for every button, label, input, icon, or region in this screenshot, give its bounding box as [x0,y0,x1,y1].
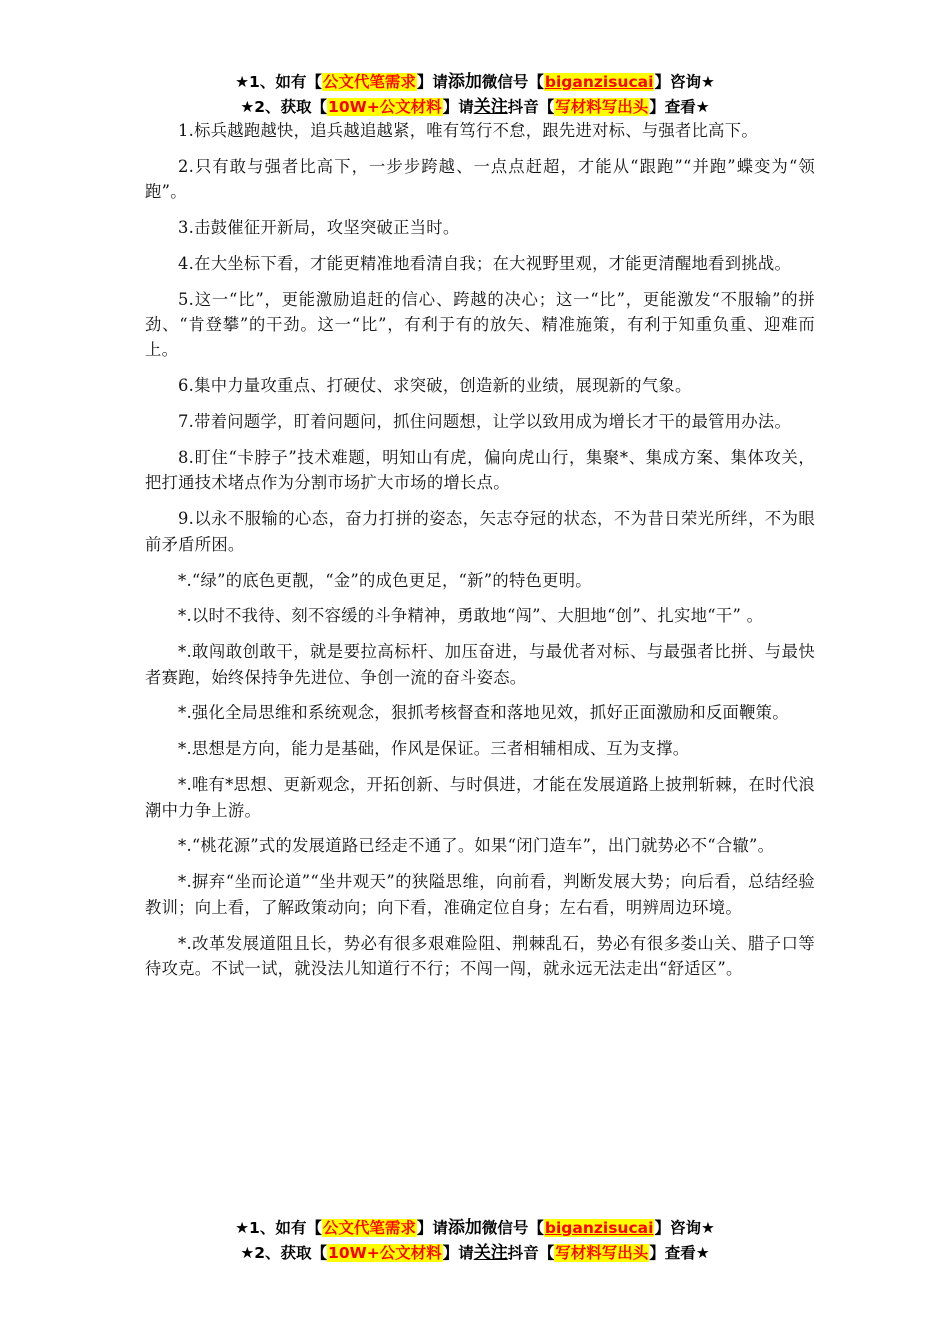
banner-text: 】请 [442,98,474,116]
banner-text: 】请 [442,1244,474,1262]
banner-emphasis: 添加 [447,1218,482,1238]
banner-emphasis: 关注 [473,1243,508,1263]
banner-text: ★2、获取【 [240,1244,328,1262]
banner-line-2 [0,95,950,120]
banner-text: 】咨询★ [654,73,715,91]
banner-emphasis: 关注 [473,97,508,117]
paragraph: *.“绿”的底色更靓，“金”的成色更足，“新”的特色更明。 [178,570,592,590]
paragraph: 8.盯住“卡脖子”技术难题，明知山有虎，偏向虎山行，集聚*、集成方案、集体攻关，把打通技术堵点作为分割市场扩大市场的增长点。 [145,448,815,493]
banner-text: 】查看★ [649,1244,710,1262]
paragraph: *.以时不我待、刻不容缓的斗争精神，勇敢地“闯”、大胆地“创”、扎实地“干” 。 [178,606,764,626]
banner-text: 】咨询★ [654,1219,715,1237]
paragraph: *.改革发展道阻且长，势必有很多艰难险阻、荆棘乱石，势必有很多娄山关、腊子口等待攻克。不试一试，就没法儿知道行不行；不闯一闯，就永远无法走出“舒适区”。 [145,933,815,978]
banner-highlight-wechat: biganzisucai [544,73,654,91]
banner-line-2 [0,1241,950,1266]
banner-highlight-service: 公文代笔需求 [322,73,416,91]
paragraph: *.唯有*思想、更新观念，开拓创新、与时俱进，才能在发展道路上披荆斩棘，在时代浪潮中力争上游。 [145,775,815,820]
banner-line-1 [0,1216,950,1241]
paragraph: 6.集中力量攻重点、打硬仗、求突破，创造新的业绩，展现新的气象。 [178,376,692,396]
document-body [145,118,815,992]
banner-text: 抖音【 [507,98,555,116]
banner-highlight-douyin: 写材料写出头 [555,1244,649,1262]
top-banner [0,70,950,120]
paragraph: 4.在大坐标下看，才能更精准地看清自我；在大视野里观，才能更清醒地看到挑战。 [178,253,792,273]
paragraph: 2.只有敢与强者比高下，一步步跨越、一点点赶超，才能从“跟跑”“并跑”蝶变为“领跑”。 [145,156,815,202]
banner-text: 】查看★ [649,98,710,116]
paragraph: *.思想是方向，能力是基础，作风是保证。三者相辅相成、互为支撑。 [178,739,690,759]
paragraph: *.摒弃“坐而论道”“坐井观天”的狭隘思维，向前看，判断发展大势；向后看，总结经验教训；向上看，了解政策动向；向下看，准确定位自身；左右看，明辨周边环境。 [145,872,815,917]
banner-text: ★2、获取【 [240,98,328,116]
paragraph: 3.击鼓催征开新局，攻坚突破正当时。 [178,218,460,238]
banner-highlight-douyin: 写材料写出头 [555,98,649,116]
paragraph: *.“桃花源”式的发展道路已经走不通了。如果“闭门造车”，出门就势必不“合辙”。 [178,836,775,856]
paragraph: 5.这一“比”，更能激励追赶的信心、跨越的决心；这一“比”，更能激发“不服输”的拼劲、“肯登攀”的干劲。这一“比”，有利于有的放矢、精准施策，有利于知重负重、迎难而上。 [145,289,815,360]
banner-text: 微信号【 [481,73,544,91]
banner-text: 抖音【 [507,1244,555,1262]
banner-highlight-wechat: biganzisucai [544,1219,654,1237]
banner-text: 】请 [416,1219,448,1237]
paragraph: *.敢闯敢创敢干，就是要拉高标杆、加压奋进，与最优者对标、与最强者比拼、与最快者赛跑，始终保持争先进位、争创一流的奋斗姿态。 [145,642,815,687]
paragraph: *.强化全局思维和系统观念，狠抓考核督查和落地见效，抓好正面激励和反面鞭策。 [178,703,789,723]
paragraph: 7.带着问题学，盯着问题问，抓住问题想，让学以致用成为增长才干的最管用办法。 [178,412,792,432]
banner-highlight-service: 公文代笔需求 [322,1219,416,1237]
paragraph: 1.标兵越跑越快，追兵越追越紧，唯有笃行不怠，跟先进对标、与强者比高下。 [178,121,758,140]
paragraph: 9.以永不服输的心态，奋力打拼的姿态，矢志夺冠的状态，不为昔日荣光所绊，不为眼前矛盾所困。 [145,509,815,554]
bottom-banner [0,1216,950,1266]
banner-text: ★1、如有【 [235,1219,322,1237]
banner-text: 微信号【 [481,1219,544,1237]
banner-highlight-materials: 10W+公文材料 [328,98,442,116]
banner-emphasis: 添加 [447,72,482,92]
banner-highlight-materials: 10W+公文材料 [328,1244,442,1262]
banner-line-1 [0,70,950,95]
banner-text: ★1、如有【 [235,73,322,91]
banner-text: 】请 [416,73,448,91]
